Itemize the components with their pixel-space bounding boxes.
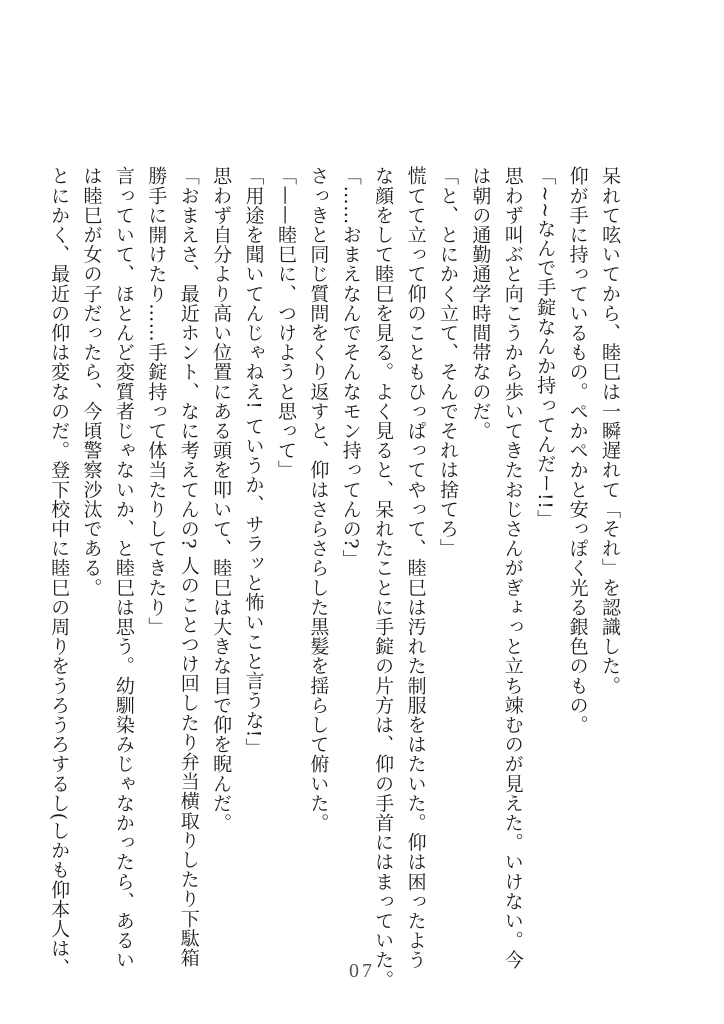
- text-line: 「おまえさ、最近ホント、なに考えてんの? 人のことつけ回したり弁当横取りしたり下駄箱: [177, 166, 200, 968]
- page-number: 07: [349, 960, 375, 982]
- text-line: 仰が手に持っているもの。ぺかぺかと安っぽく光る銀色のもの。: [566, 166, 589, 735]
- text-line: 勝手に開けたり……手錠持って体当たりしてきたり」: [145, 166, 168, 637]
- text-line: 「~~なんで手錠なんか持ってんだー!!」: [534, 166, 557, 530]
- text-line: 「と、とにかく立て、そんでそれは捨てろ」: [436, 166, 459, 558]
- text-line: 思わず叫ぶと向こうから歩いてきたおじさんがぎょっと立ち竦むのが見えた。いけない。今: [501, 166, 524, 970]
- text-line: は睦巳が女の子だったら、今頃警察沙汰である。: [80, 166, 103, 598]
- text-line: は朝の通勤通学時間帯なのだ。: [469, 166, 492, 441]
- text-line: 「用途を聞いてんじゃねえ! ていうか、サラッと怖いこと言うな!」: [242, 166, 265, 758]
- text-line: 呆れて呟いてから、睦巳は一瞬遅れて「それ」を認識した。: [599, 166, 621, 696]
- text-line: とにかく、最近の仰は変なのだ。登下校中に睦巳の周りをうろうろするし(しかも仰本人は、: [48, 166, 71, 978]
- text-line: 慌てて立って仰のこともひっぱってやって、睦巳は汚れた制服をはたいた。仰は困ったよう: [404, 166, 427, 970]
- text-line: さっきと同じ質問をくり返すと、仰はさらさらした黒髪を揺らして俯いた。: [307, 166, 330, 833]
- text-line: な顔をして睦巳を見る。よく見ると、呆れたことに手錠の片方は、仰の手首にはまっていた。: [372, 166, 395, 990]
- text-line: 思わず自分より高い位置にある頭を叩いて、睦巳は大きな目で仰を睨んだ。: [210, 166, 233, 833]
- text-line: 言っていて、ほとんど変質者じゃないか、と睦巳は思う。幼馴染みじゃなかったら、あるい: [112, 166, 135, 970]
- text-line: 「——睦巳に、つけようと思って」: [274, 166, 297, 480]
- text-line: 「……おまえなんでそんなモン持ってんの?」: [339, 166, 362, 569]
